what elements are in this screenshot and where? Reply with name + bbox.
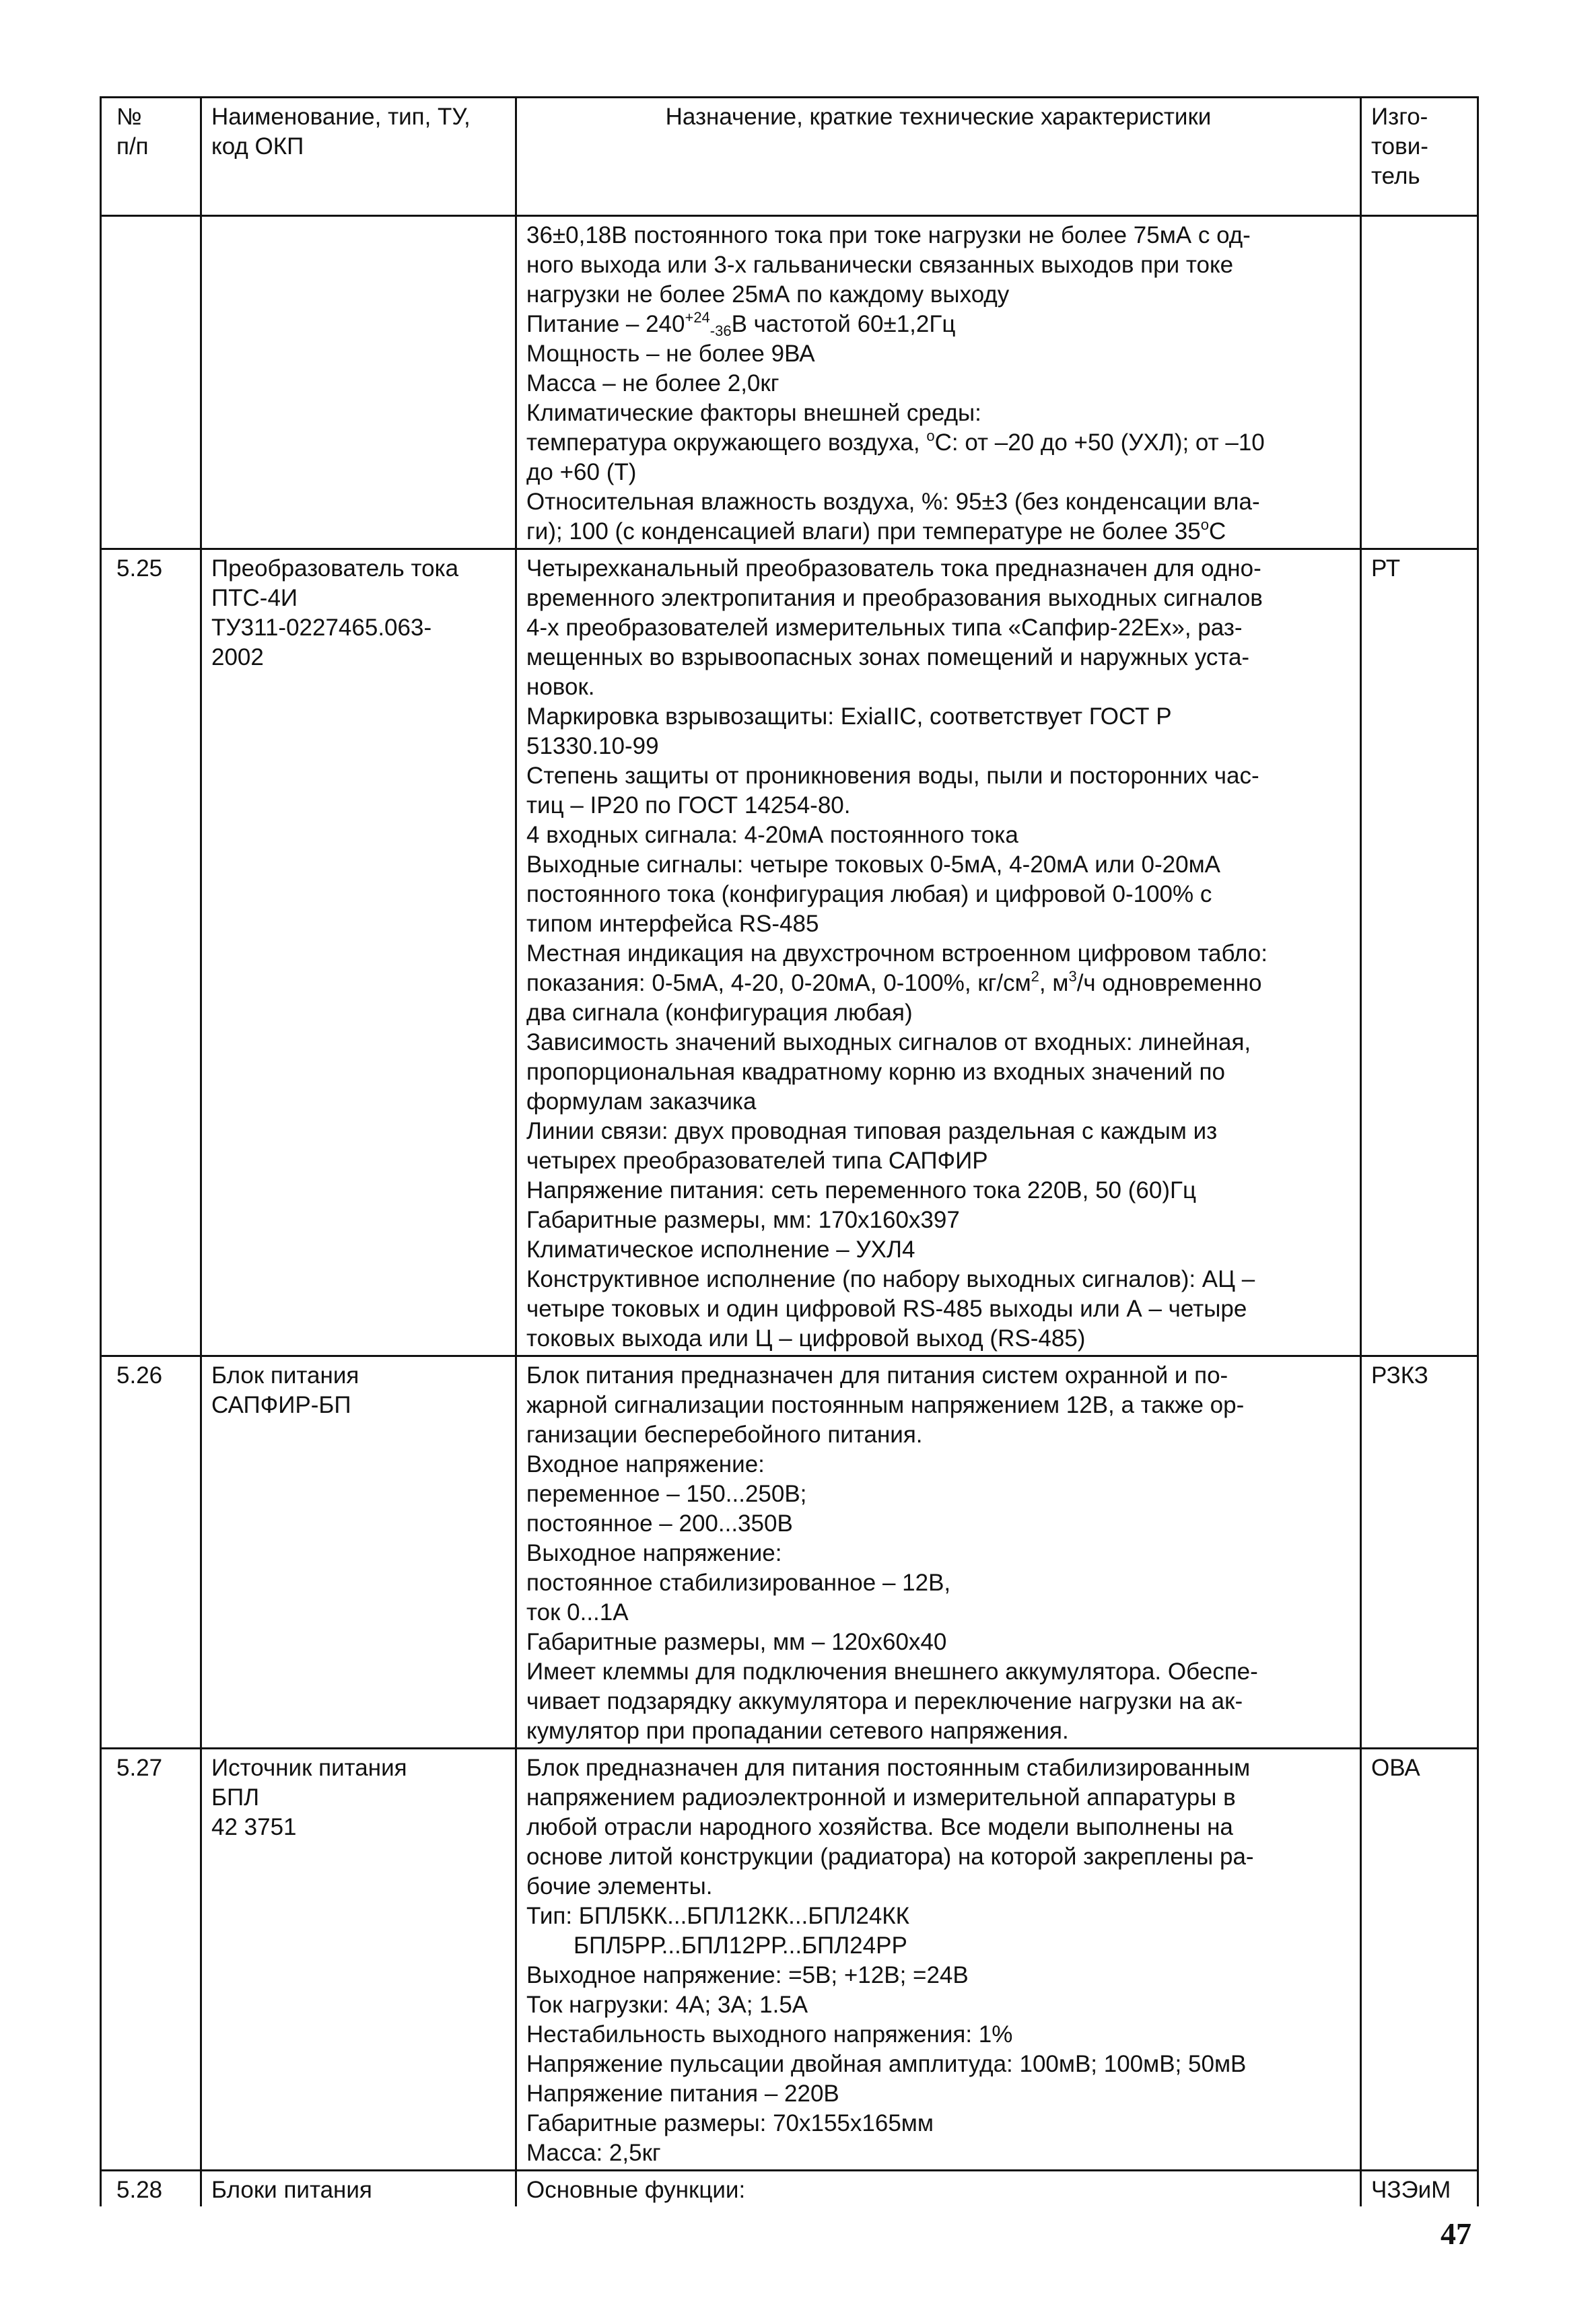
header-description: Назначение, краткие технические характеристики xyxy=(516,98,1361,216)
table-row-continued xyxy=(101,216,1478,549)
row-number: 5.26 xyxy=(101,1356,201,1749)
header-manufacturer: Изго- тови- тель xyxy=(1361,98,1478,216)
row-description: Блок предназначен для питания постоянным стабилизированным напряжением радиоэлектронной и измерительной аппаратуры в любой отрасли народного хозяйства. Все модели выполнены на основе литой конструкции (радиатора) на которой закреплены ра- бочие элементы. Тип: БПЛ5КК...БПЛ12КК...БПЛ24КК БПЛ5РР...БПЛ12РР...БПЛ24РР Выходное напряжение: =5В; +12В; =24В Ток нагрузки: 4А; 3А; 1.5А Нестабильность выходного напряжения: 1% Напряжение пульсации двойная амплитуда: 100мВ; 100мВ; 50мВ Напряжение питания – 220В Габаритные размеры: 70х155х165мм Масса: 2,5кг xyxy=(516,1749,1361,2171)
row-manufacturer: РТ xyxy=(1361,549,1478,1356)
row-manufacturer: РЗКЗ xyxy=(1361,1356,1478,1749)
spec-table xyxy=(100,96,1479,2206)
table-header-row xyxy=(101,98,1478,216)
table-row-5-28 xyxy=(101,2171,1478,2207)
row-number: 5.28 xyxy=(101,2171,201,2207)
row-name: Блок питания САПФИР-БП xyxy=(201,1356,516,1749)
page-number: 47 xyxy=(1441,2216,1471,2251)
table-row-5-25 xyxy=(101,549,1478,1356)
row-name: Источник питания БПЛ 42 3751 xyxy=(201,1749,516,2171)
row-manufacturer xyxy=(1361,216,1478,549)
header-number: № п/п xyxy=(101,98,201,216)
row-name: Преобразователь тока ПТС-4И ТУ311-0227465.063- 2002 xyxy=(201,549,516,1356)
header-name: Наименование, тип, ТУ, код ОКП xyxy=(201,98,516,216)
row-number: 5.27 xyxy=(101,1749,201,2171)
row-manufacturer: ЧЗЭиМ xyxy=(1361,2171,1478,2207)
row-description: Основные функции: xyxy=(516,2171,1361,2207)
row-description: Четырехканальный преобразователь тока предназначен для одно- временного электропитания и преобразования выходных сигналов 4-х преобразователей измерительных типа «Сапфир-22Ex», раз- мещенных во взрывоопасных зонах помещений и наружных уста- новок. Маркировка взрывозащиты: ExiaIIC, соответствует ГОСТ Р 51330.10-99 Степень защиты от проникновения воды, пыли и посторонних час- тиц – IP20 по ГОСТ 14254-80. 4 входных сигнала: 4-20мА постоянного тока Выходные сигналы: четыре токовых 0-5мА, 4-20мА или 0-20мА постоянного тока (конфигурация любая) и цифровой 0-100% с типом интерфейса RS-485 Местная индикация на двухстрочном встроенном цифровом табло: показания: 0-5мА, 4-20, 0-20мА, 0-100%, $кг/см^2$, $м^3/ч$ одновременно два сигнала (конфигурация любая) Зависимость значений выходных сигналов от входных: линейная, пропорциональная квадратному корню из входных значений по формулам заказчика Линии связи: двух проводная типовая раздельная с каждым из четырех преобразователей типа САПФИР Напряжение питания: сеть переменного тока 220В, 50 (60)Гц Габаритные размеры, мм: 170х160х397 Климатическое исполнение – УХЛ4 Конструктивное исполнение (по набору выходных сигналов): АЦ – четыре токовых и один цифровой RS-485 выходы или А – четыре токовых выхода или Ц – цифровой выход (RS-485) xyxy=(516,549,1361,1356)
row-description: 36±0,18В постоянного тока при токе нагрузки не более 75мА с од- ного выхода или 3-х гальванически связанных выходов при токе нагрузки не более 25мА по каждому выходу Питание – $240^{+24}_{-36}В$ частотой 60±1,2Гц Мощность – не более 9ВА Масса – не более 2,0кг Климатические факторы внешней среды: температура окружающего воздуха, $^о$С: от –20 до +50 (УХЛ); от –10 до +60 (Т) Относительная влажность воздуха, %: 95±3 (без конденсации вла- ги); 100 (с конденсацией влаги) при температуре не более $35^оС$ xyxy=(516,216,1361,549)
row-number: 5.25 xyxy=(101,549,201,1356)
table-row-5-26 xyxy=(101,1356,1478,1749)
row-name xyxy=(201,216,516,549)
row-manufacturer: ОВА xyxy=(1361,1749,1478,2171)
row-number xyxy=(101,216,201,549)
row-name: Блоки питания xyxy=(201,2171,516,2207)
row-description: Блок питания предназначен для питания систем охранной и по- жарной сигнализации постоянным напряжением 12В, а также ор- ганизации бесперебойного питания. Входное напряжение: переменное – 150...250В; постоянное – 200...350В Выходное напряжение: постоянное стабилизированное – 12В, ток 0...1А Габаритные размеры, мм – 120х60х40 Имеет клеммы для подключения внешнего аккумулятора. Обеспе- чивает подзарядку аккумулятора и переключение нагрузки на ак- кумулятор при пропадании сетевого напряжения. xyxy=(516,1356,1361,1749)
table-row-5-27 xyxy=(101,1749,1478,2171)
